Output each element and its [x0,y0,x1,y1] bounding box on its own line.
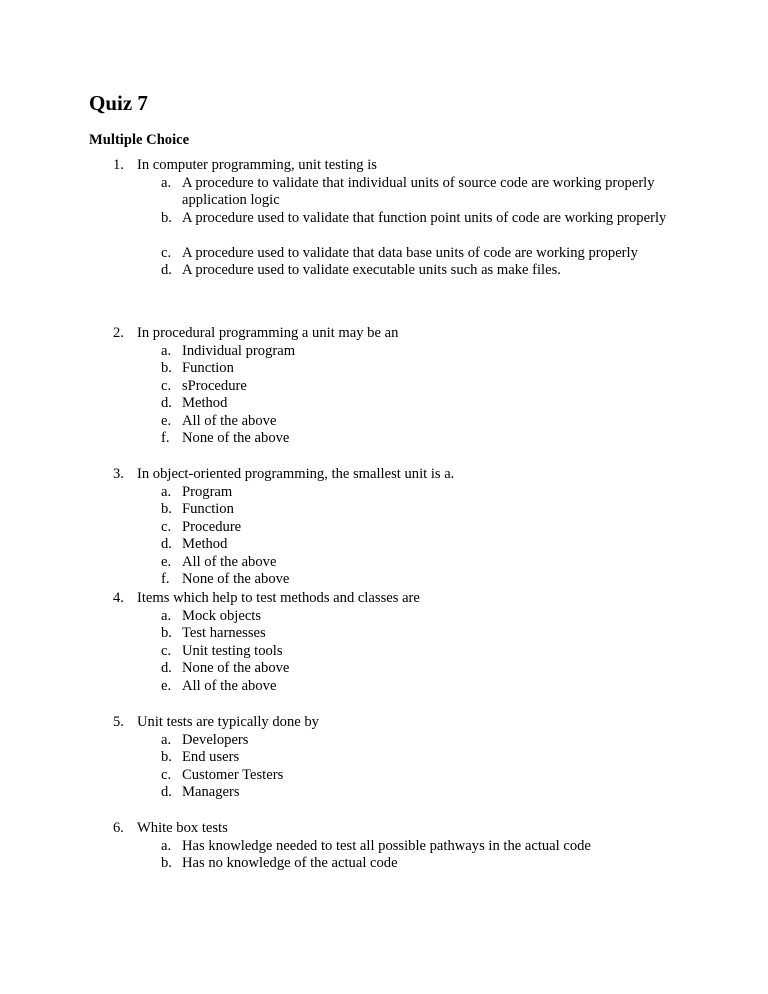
option-letter: d. [161,536,172,552]
option-text: Developers [182,731,249,748]
option-letter: b. [161,855,172,871]
question-text: In object-oriented programming, the smallest unit is a. [137,466,455,482]
option-letter: d. [161,784,172,800]
option-text: Test harnesses [182,625,266,641]
question-text: White box tests [137,820,228,836]
option-letter: a. [161,607,172,624]
question-text: Items which help to test methods and classes are [137,590,420,606]
option-letter: c. [161,244,172,261]
option-letter: e. [161,553,172,570]
option-letter: c. [161,377,172,394]
option-letter: a. [161,174,172,191]
option-letter: a. [161,483,172,500]
option-letter: c. [161,642,172,659]
option-letter: b. [161,625,172,641]
question-text: In procedural programming a unit may be an [137,325,399,341]
option-text: None of the above [182,571,290,587]
option-letter: b. [161,749,172,765]
option-text: Procedure [182,518,242,535]
option-letter: f. [161,571,170,587]
question-number: 4. [113,590,124,606]
section-heading: Multiple Choice [89,132,190,148]
option-letter: e. [161,412,172,429]
question-text: Unit tests are typically done by [137,714,319,730]
option-text: A procedure used to validate executable units such as make files. [182,262,561,278]
quiz-title: Quiz 7 [89,91,148,115]
option-text: Has no knowledge of the actual code [182,855,398,871]
option-text: sProcedure [182,377,247,394]
option-letter: c. [161,766,172,783]
option-letter: a. [161,837,172,854]
option-letter: a. [161,342,172,359]
option-text: A procedure used to validate that function point units of code are working properly [182,209,667,226]
question-number: 5. [113,714,124,730]
option-text: Managers [182,784,240,800]
option-letter: d. [161,262,172,278]
option-text: A procedure to validate that individual units of source code are working properly application logic [182,174,655,208]
option-text: Customer Testers [182,766,284,783]
option-letter: a. [161,731,172,748]
option-letter: d. [161,395,172,411]
option-text: Mock objects [182,607,262,624]
option-text: Function [182,360,234,376]
option-letter: b. [161,360,172,376]
option-text: None of the above [182,430,290,446]
option-text: A procedure used to validate that data base units of code are working properly [182,244,638,261]
option-text: All of the above [182,553,277,570]
option-text: End users [182,749,240,765]
option-text: Method [182,536,228,552]
option-letter: b. [161,501,172,517]
option-text: Individual program [182,342,296,359]
option-letter: f. [161,430,170,446]
question-number: 3. [113,466,124,482]
option-text: None of the above [182,660,290,676]
question-number: 1. [113,157,124,173]
option-text: Unit testing tools [182,642,283,659]
option-text: Method [182,395,228,411]
option-text: Function [182,501,234,517]
option-letter: b. [161,209,172,226]
option-text: All of the above [182,412,277,429]
option-text: Has knowledge needed to test all possible pathways in the actual code [182,837,591,854]
question-number: 2. [113,325,124,341]
question-text: In computer programming, unit testing is [137,157,377,173]
option-text: Program [182,483,233,500]
option-letter: d. [161,660,172,676]
option-text: All of the above [182,677,277,694]
option-letter: e. [161,677,172,694]
question-number: 6. [113,820,124,836]
option-letter: c. [161,518,172,535]
